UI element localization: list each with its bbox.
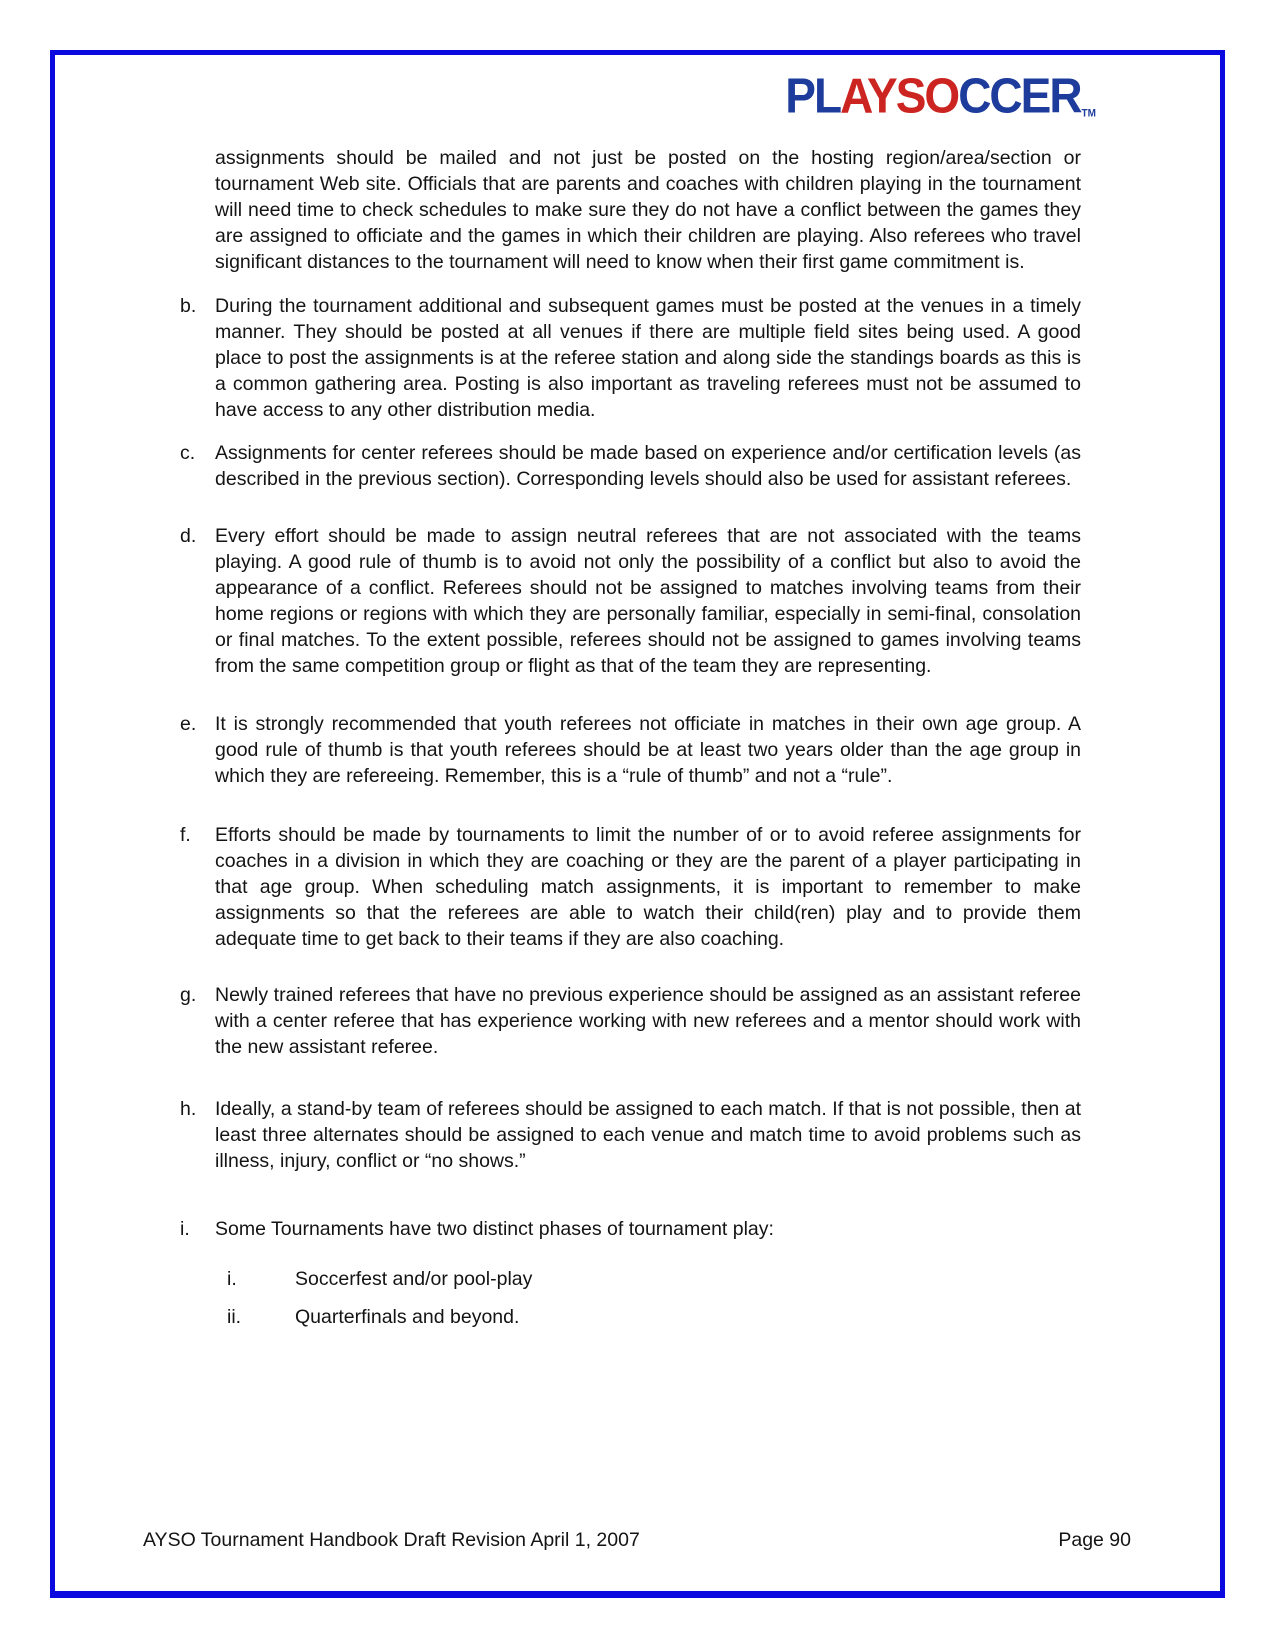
- list-item-f: [180, 822, 1081, 952]
- list-item-label: d.: [180, 525, 197, 547]
- footer-page-number: Page 90: [1058, 1529, 1131, 1551]
- footer: [143, 1527, 1131, 1553]
- list-item-d: [180, 523, 1081, 679]
- list-item-i: [180, 1216, 1081, 1330]
- intro-paragraph: assignments should be mailed and not just be posted on the hosting region/area/section or tournament Web site. Officials that are parents and coaches with children playing in the tournament will need time to check schedules to make sure they do not have a conflict between the games they are assigned to officiate and the games in which their children are playing. Also referees who travel significant distances to the tournament will need to know when their first game commitment is.: [215, 147, 1081, 273]
- list-item-label: h.: [180, 1098, 197, 1120]
- logo-part-pl: PL: [785, 67, 841, 123]
- page-border-frame: [50, 50, 1225, 1598]
- footer-document-title: AYSO Tournament Handbook Draft Revision April 1, 2007: [143, 1529, 640, 1551]
- logo-part-ayso: AYSO: [840, 67, 959, 123]
- list-item-text: Every effort should be made to assign neutral referees that are not associated with the teams playing. A good rule of thumb is to avoid not only the possibility of a conflict but also to avoid the appearance of a conflict. Referees should not be assigned to matches involving teams from their home regions or regions with which they are personally familiar, especially in semi-final, consolation or final matches. To the extent possible, referees should not be assigned to games involving teams from the same competition group or flight as that of the team they are representing.: [215, 525, 1081, 677]
- page-body: [55, 55, 1220, 1330]
- list-item-label: i.: [180, 1218, 190, 1240]
- list-item-text-i: Some Tournaments have two distinct phases of tournament play:: [215, 1218, 774, 1240]
- sub-list-item-2: [227, 1304, 1081, 1330]
- list-item-label: b.: [180, 295, 197, 317]
- list-item-h: [180, 1096, 1081, 1174]
- list-item-label: g.: [180, 984, 197, 1006]
- list-item-label: f.: [180, 824, 191, 846]
- list-item-c: [180, 440, 1081, 492]
- list-item-text: Assignments for center referees should be made based on experience and/or certification levels (as described in the previous section). Corresponding levels should also be used for assistant referees.: [215, 442, 1081, 490]
- list-item-label: e.: [180, 713, 197, 735]
- list-item-text: Ideally, a stand-by team of referees should be assigned to each match. If that is not possible, then at least three alternates should be assigned to each venue and match time to avoid problems such as illness, injury, conflict or “no shows.”: [215, 1098, 1081, 1172]
- sub-item-label: i.: [227, 1268, 237, 1290]
- list-item-b: [180, 293, 1081, 423]
- list-item-e: [180, 711, 1081, 789]
- list-item-text: Newly trained referees that have no previous experience should be assigned as an assistant referee with a center referee that has experience working with new referees and a mentor should work with the new assistant referee.: [215, 984, 1081, 1058]
- sub-item-text: Soccerfest and/or pool-play: [295, 1268, 533, 1290]
- sub-item-text: Quarterfinals and beyond.: [295, 1306, 520, 1328]
- sub-list-item-1: [227, 1266, 1081, 1292]
- logo-part-ccer: CCER: [958, 67, 1081, 123]
- logo-trademark: TM: [1081, 108, 1096, 120]
- sub-list: [227, 1266, 1081, 1330]
- list-item-text: It is strongly recommended that youth referees not officiate in matches in their own age group. A good rule of thumb is that youth referees should be at least two years older than the age group in which they are refereeing. Remember, this is a “rule of thumb” and not a “rule”.: [215, 713, 1081, 787]
- list-item-g: [180, 982, 1081, 1060]
- list-item-text: [215, 1216, 1081, 1330]
- list-item-text: Efforts should be made by tournaments to limit the number of or to avoid referee assignments for coaches in a division in which they are coaching or they are the parent of a player participating in that age group. When scheduling match assignments, it is important to remember to make assignments so that the referees are able to watch their child(ren) play and to provide them adequate time to get back to their teams if they are also coaching.: [215, 824, 1081, 950]
- list-item-text: During the tournament additional and subsequent games must be posted at the venues in a timely manner. They should be posted at all venues if there are multiple field sites being used. A good place to post the assignments is at the referee station and along side the standings boards as this is a common gathering area. Posting is also important as traveling referees must not be assumed to have access to any other distribution media.: [215, 295, 1081, 421]
- sub-item-label: ii.: [227, 1306, 242, 1328]
- list-item-label: c.: [180, 442, 196, 464]
